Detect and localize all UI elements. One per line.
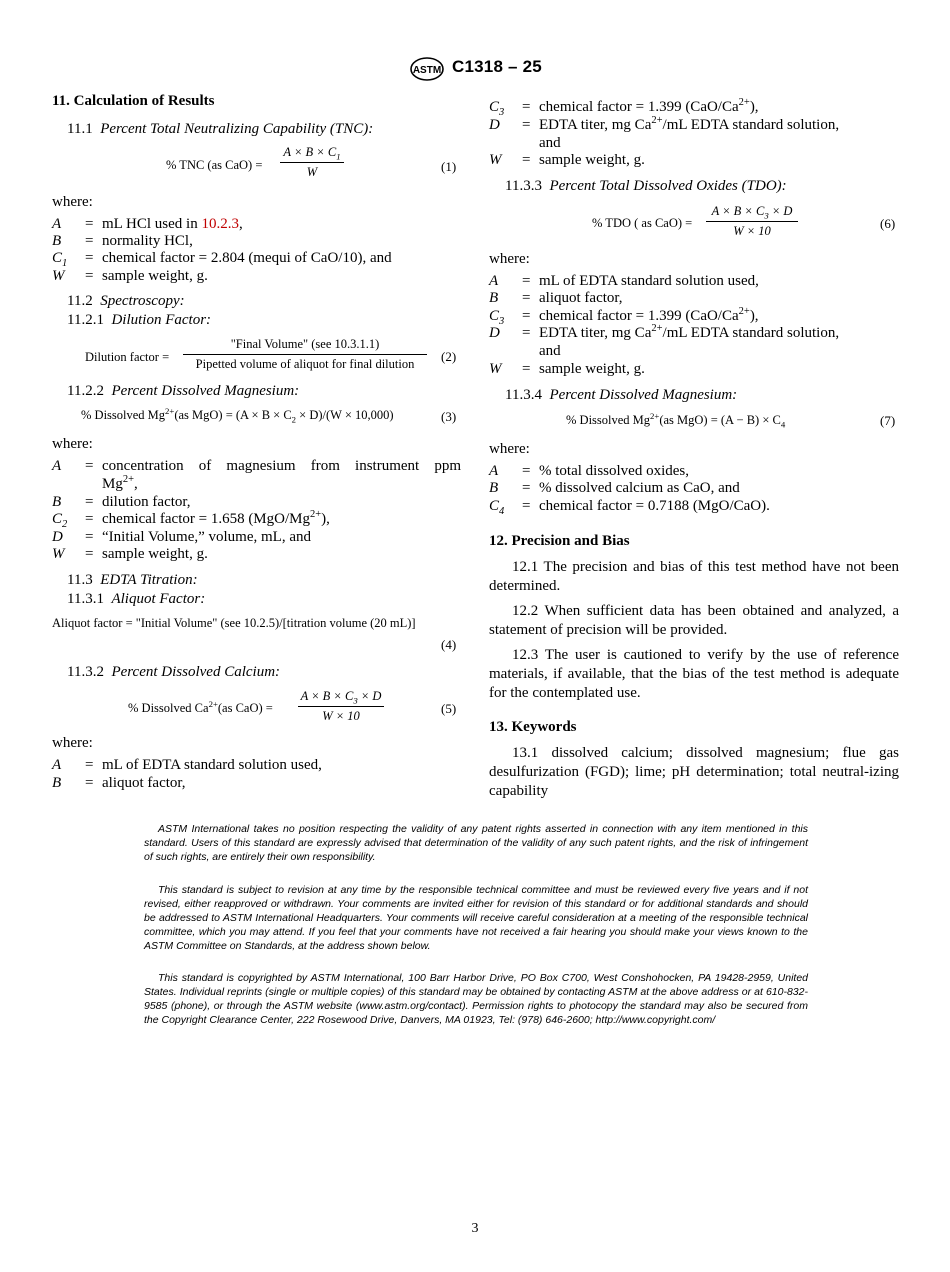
where-label: where: bbox=[489, 251, 530, 267]
subsection-11-2-1: 11.2.1 Dilution Factor: bbox=[67, 312, 212, 328]
equation-3: % Dissolved $Mg^{2+}(as$ $MgO) = (A \times B \times C_2 \times D)/(W \times 10,000)$ bbox=[81, 405, 394, 425]
where-label: where: bbox=[489, 441, 530, 457]
paragraph-13-1: 13.1 dissolved calcium; dissolved magnesium; flue gas desulfurization (FGD); lime; pH determination; total neutral-izing capability bbox=[489, 745, 899, 799]
equation-4-label: (4) bbox=[441, 637, 457, 652]
section-13-heading: 13. Keywords bbox=[489, 719, 577, 735]
equation-7-label: (7) bbox=[880, 413, 896, 428]
subsection-11-2: 11.2 Spectroscopy: bbox=[67, 293, 185, 309]
paragraph-12-1: 12.1 The precision and bias of this test method have not been determined. bbox=[489, 559, 899, 594]
subsection-11-1: 11.1 Percent Total Neutralizing Capability (TNC): bbox=[67, 121, 374, 137]
equation-2-label: (2) bbox=[441, 349, 457, 364]
subsection-11-3-3: 11.3.3 Percent Total Dissolved Oxides (TDO): bbox=[505, 178, 787, 194]
document-id: C1318 – 25 bbox=[452, 57, 542, 76]
paragraph-12-2: 12.2 When sufficient data has been obtained and analyzed, a statement of precision will be provided. bbox=[489, 603, 899, 638]
equation-1-label: (1) bbox=[441, 159, 457, 174]
revision-notice: This standard is subject to revision at any time by the responsible technical committee and must be reviewed every five years and if not revised, either reapproved or withdrawn. Your comments are invited either for revision of this standard or for additional standards and should be addressed to ASTM International Headquarters. Your comments will receive careful consideration at a meeting of the responsible technical committee, which you may attend. If you feel that your comments have not received a fair hearing you should make your views known to the ASTM Committee on Standards, at the address shown below. bbox=[144, 884, 808, 952]
equation-3-label: (3) bbox=[441, 409, 457, 424]
page-header bbox=[0, 56, 950, 82]
subsection-11-3: 11.3 EDTA Titration: bbox=[67, 572, 198, 588]
svg-text:ASTM: ASTM bbox=[412, 65, 442, 76]
subsection-11-3-1: 11.3.1 Aliquot Factor: bbox=[67, 591, 206, 607]
copyright-notice: This standard is copyrighted by ASTM International, 100 Barr Harbor Drive, PO Box C700, West Conshohocken, PA 19428-2959, United States. Individual reprints (single or multiple copies) of this standard may be obtained by contacting ASTM at the above address or at 610-832-9585 (phone), or through the ASTM website (www.astm.org/contact). Permission rights to photocopy the standard may also be secured from the Copyright Clearance Center, 222 Rosewood Drive, Danvers, MA 01923, Tel: (978) 646-2600; http://www.copyright.com/ bbox=[144, 972, 808, 1026]
section-12-heading: 12. Precision and Bias bbox=[489, 533, 630, 549]
page-number: 3 bbox=[471, 1221, 479, 1236]
where-label: where: bbox=[52, 436, 93, 452]
paragraph-12-3: 12.3 The user is cautioned to verify by the use of reference materials, if available, that the bias of the test method is adequate for the contemplated use. bbox=[489, 647, 899, 701]
where-label: where: bbox=[52, 735, 93, 751]
astm-logo-icon bbox=[409, 56, 445, 82]
section-link[interactable]: 10.2.3 bbox=[201, 216, 239, 232]
subsection-11-3-4: 11.3.4 Percent Dissolved Magnesium: bbox=[505, 387, 738, 403]
equation-4: Aliquot factor = "Initial Volume" (see 10.2.5)/[titration volume (20 mL)] bbox=[52, 616, 416, 630]
where-label: where: bbox=[52, 194, 93, 210]
section-11-heading: 11. Calculation of Results bbox=[52, 93, 215, 109]
equation-5-label: (5) bbox=[441, 701, 457, 716]
equation-6-label: (6) bbox=[880, 216, 896, 231]
subsection-11-3-2: 11.3.2 Percent Dissolved Calcium: bbox=[67, 664, 281, 680]
equation-7: % Dissolved $Mg^{2+}(as$ $MgO) = (A - B) \times C_4$ bbox=[566, 410, 786, 430]
subsection-11-2-2: 11.2.2 Percent Dissolved Magnesium: bbox=[67, 383, 300, 399]
patent-notice: ASTM International takes no position respecting the validity of any patent rights asserted in connection with any item mentioned in this standard. Users of this standard are expressly advised that determination of the validity of any such patent rights, and the risk of infringement of such rights, are entirely their own responsibility. bbox=[144, 823, 808, 863]
